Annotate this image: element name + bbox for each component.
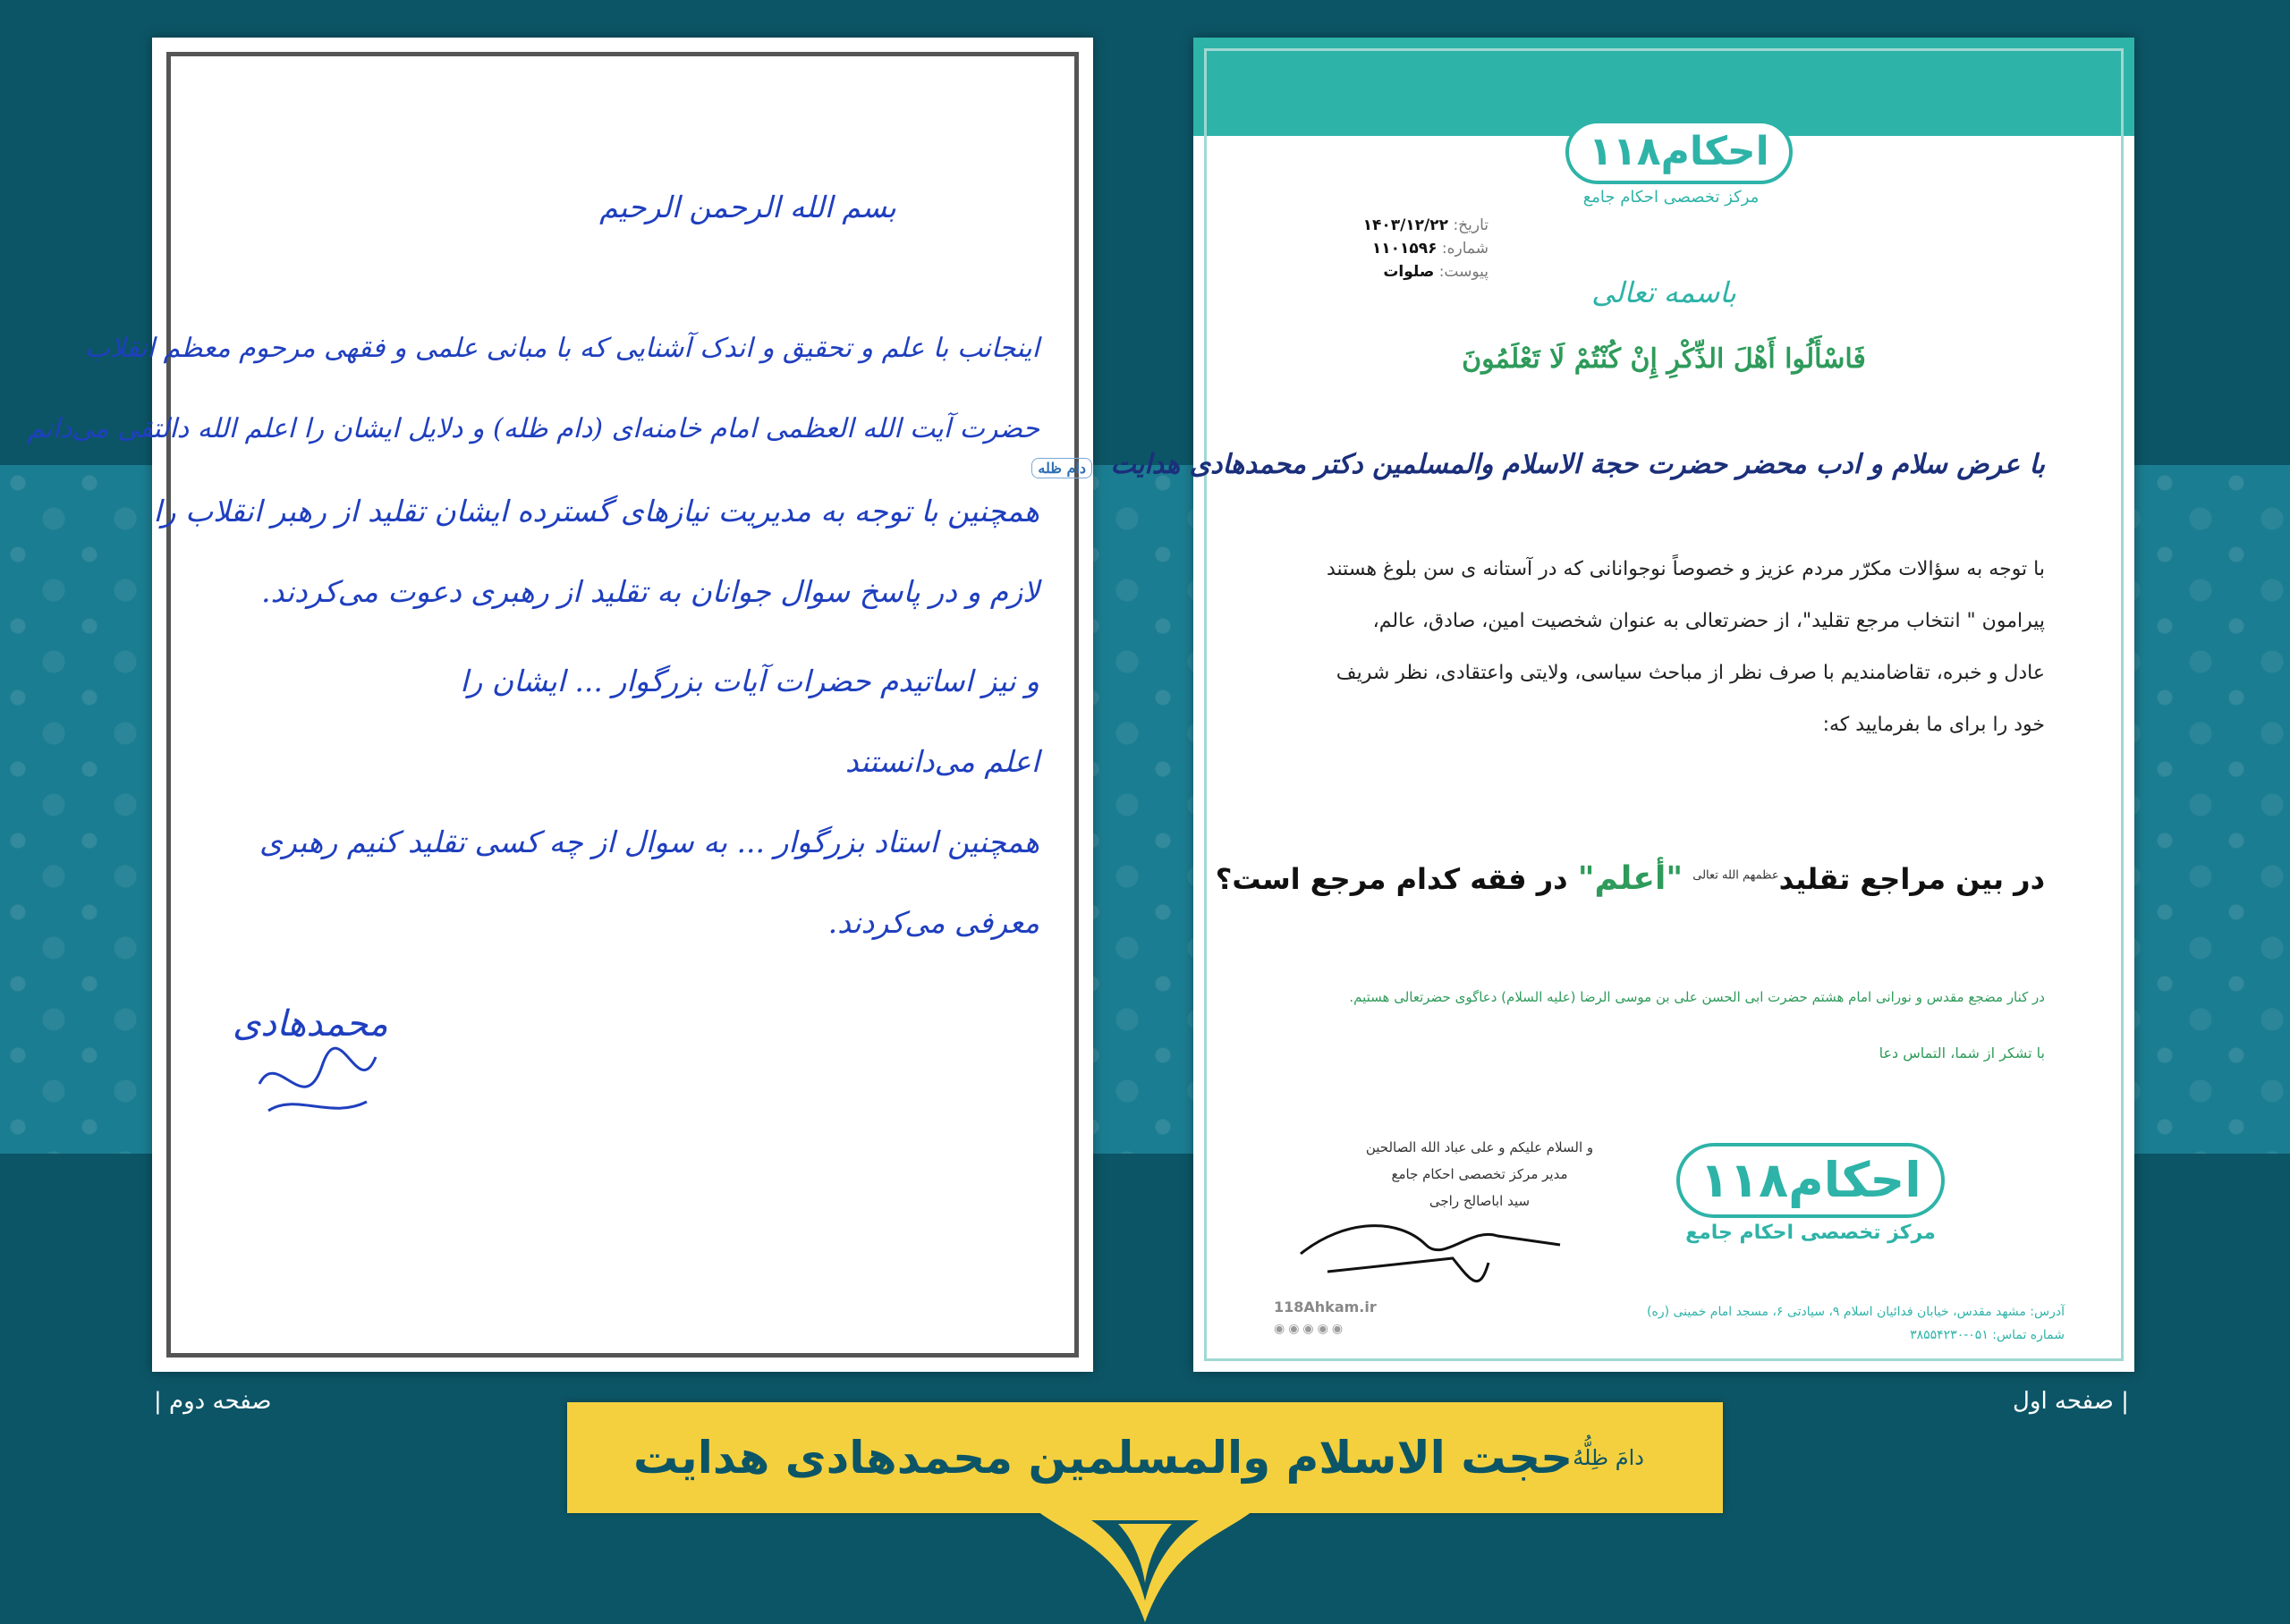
- letter-body: [1276, 544, 2045, 751]
- body-line: با توجه به سؤالات مکرّر مردم عزیز و خصوصاً نوجوانانی که در آستانه ی سن بلوغ هستند: [1327, 558, 2045, 580]
- quran-verse: فَاسْأَلُوا أَهْلَ الذِّكْرِ إِنْ كُنْتُمْ لَا تَعْلَمُونَ: [1462, 343, 1866, 375]
- address-text: آدرس: مشهد مقدس، خیابان فدائیان اسلام ۹، سیادتی ۶، مسجد امام خمینی (ره): [1647, 1305, 2065, 1319]
- page-frame: [166, 52, 1079, 1358]
- salutation-text: با عرض سلام و ادب محضر حضرت حجة الاسلام والمسلمین دکتر محمدهادی هدایت: [1110, 449, 2045, 480]
- banner-honorific: دامَ ظِلُّهُ: [1573, 1445, 1644, 1470]
- main-question: [1215, 860, 2045, 897]
- address-block: [1564, 1300, 2065, 1347]
- logo-subtitle: مرکز تخصصی احکام جامع: [1582, 188, 1760, 207]
- bismillah-heading: باسمه تعالی: [1591, 275, 1736, 309]
- phone-text: شماره تماس: ۰۵۱-۳۸۵۵۴۲۳۰: [1910, 1328, 2065, 1342]
- thanks-line: با تشکر از شما، التماس دعا: [1879, 1045, 2045, 1062]
- handwritten-bismillah: بسم الله الرحمن الرحیم: [599, 190, 896, 224]
- social-icons: ◉◉◉◉◉: [1274, 1322, 1347, 1336]
- closing-line: و السلام علیکم و علی عباد الله الصالحین: [1365, 1139, 1594, 1155]
- signature-icon: [1292, 1209, 1578, 1298]
- org-logo: [1565, 120, 1777, 218]
- logo-badge: ۱۱۸احکام: [1676, 1143, 1945, 1218]
- question-aalam: "أعلم": [1577, 860, 1684, 897]
- date-label: تاریخ:: [1453, 216, 1488, 234]
- handwritten-line: لازم و در پاسخ سوال جوانان به تقلید از رهبری دعوت می‌کردند.: [261, 574, 1039, 609]
- number-value: ۱۱۰۱۵۹۶: [1371, 240, 1438, 258]
- body-line: عادل و خبره، تقاضامندیم با صرف نظر از مباحث سیاسی، ولایتی واعتقادی، نظر شریف: [1336, 662, 2045, 684]
- closing-block: [1301, 1134, 1658, 1214]
- handwritten-line: همچنین با توجه به مدیریت نیازهای گسترده ایشان تقلید از رهبر انقلاب را: [153, 494, 1039, 529]
- closing-line: سید اباصالح راجی: [1429, 1193, 1531, 1209]
- salutation-line: [1038, 449, 2045, 480]
- banner-title: حجت الاسلام والمسلمین محمدهادی هدایت: [633, 1432, 1573, 1484]
- org-logo-footer: [1676, 1143, 1945, 1244]
- question-part2: در فقه کدام مرجع است؟: [1215, 862, 1568, 896]
- page-label-second: صفحه دوم |: [154, 1388, 272, 1415]
- date-value: ۱۴۰۳/۱۲/۲۲: [1362, 216, 1449, 234]
- handwritten-line: اعلم می‌دانستند: [844, 744, 1039, 779]
- attachment-value: صلوات: [1383, 263, 1435, 281]
- attachment-label: پیوست:: [1438, 263, 1488, 281]
- question-part1: در بین مراجع تقلید: [1778, 862, 2045, 896]
- letter-page: [1038, 38, 2134, 1372]
- website-link[interactable]: 118Ahkam.ir: [1274, 1298, 1377, 1315]
- signature-scribble-icon: [242, 1030, 385, 1129]
- body-line: پیرامون " انتخاب مرجع تقلید"، از حضرتعالی به عنوان شخصیت امین، صادق، عالم،: [1372, 610, 2045, 632]
- prayer-note: در کنار مضجع مقدس و نورانی امام هشتم حضرت ابی الحسن علی بن موسی الرضا (علیه السلام) دعاگوی حضرتعالی هستیم.: [1349, 989, 2045, 1005]
- logo-badge: ۱۱۸احکام: [1565, 120, 1793, 184]
- handwritten-signature: محمدهادی: [233, 1003, 388, 1045]
- question-honorific: عظمهم الله تعالی: [1692, 868, 1779, 883]
- ornament-icon: [1038, 1511, 1252, 1622]
- page-label-first: | صفحه اول: [2013, 1388, 2129, 1415]
- logo-subtitle: مرکز تخصصی احکام جامع: [1685, 1222, 1936, 1244]
- handwritten-line: همچنین استاد بزرگوار ... به سوال از چه کسی تقلید کنیم رهبری: [259, 825, 1039, 859]
- closing-line: مدیر مرکز تخصصی احکام جامع: [1391, 1166, 1568, 1182]
- handwritten-page: [27, 38, 1093, 1372]
- handwritten-line: معرفی می‌کردند.: [827, 905, 1039, 940]
- honorific-badge: دام ظله: [1031, 458, 1092, 478]
- title-banner: [567, 1402, 1723, 1513]
- number-label: شماره:: [1441, 240, 1488, 258]
- handwritten-line: اینجانب با علم و تحقیق و اندک آشنایی که با مبانی علمی و فقهی مرحوم معظم انقلاب: [84, 333, 1039, 364]
- body-line: خود را برای ما بفرمایید که:: [1822, 714, 2045, 736]
- handwritten-line: حضرت آیت الله العظمی امام خامنه‌ای (دام ظله) و دلایل ایشان را اعلم الله دالتقی می‌دانم: [27, 413, 1039, 444]
- handwritten-line: و نیز اساتیدم حضرات آیات بزرگوار ... ایشان را: [460, 664, 1039, 698]
